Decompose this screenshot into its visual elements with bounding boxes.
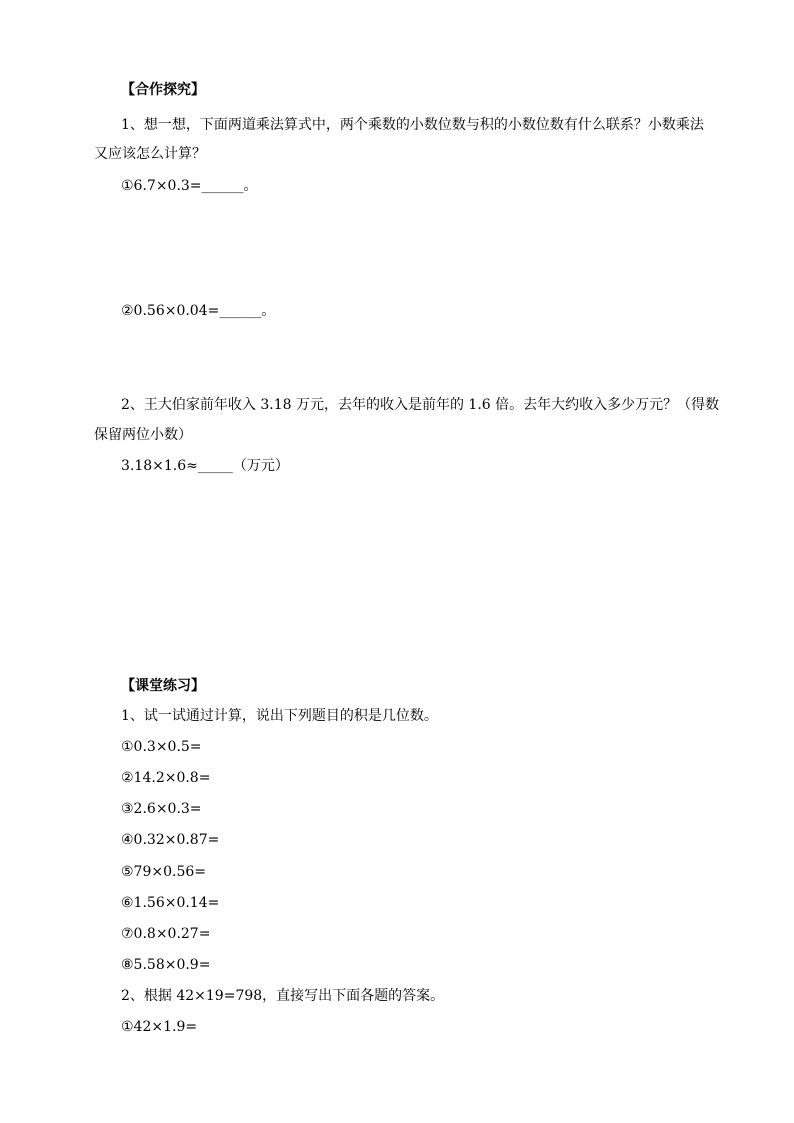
question-1-text-line-2: 又应该怎么计算？ [94,146,206,162]
practice-item: ⑥1.56×0.14= [121,895,220,911]
practice-item: ⑦0.8×0.27= [121,926,211,942]
section-heading-classroom-practice: 【课堂练习】 [121,678,205,694]
practice-item: ④0.32×0.87= [121,832,220,848]
question-1-part-a: ①6.7×0.3=______。 [121,178,258,194]
practice-item: ⑧5.58×0.9= [121,957,211,973]
practice-question-1: 1、试一试通过计算，说出下列题目的积是几位数。 [121,708,438,724]
question-2-text-line-2: 保留两位小数） [94,427,192,443]
section-heading-cooperative-inquiry: 【合作探究】 [121,82,205,98]
practice-question-2-part-a: ①42×1.9= [121,1019,198,1035]
question-2-expression: 3.18×1.6≈_____（万元） [121,458,289,474]
question-1-part-b: ②0.56×0.04=______。 [121,303,276,319]
practice-item: ⑤79×0.56= [121,864,206,880]
practice-question-2: 2、根据 42×19=798，直接写出下面各题的答案。 [121,988,445,1004]
practice-item: ③2.6×0.3= [121,801,202,817]
practice-item: ②14.2×0.8= [121,770,211,786]
question-2-text-line-1: 2、王大伯家前年收入 3.18 万元，去年的收入是前年的 1.6 倍。去年大约收入多少万元？（得数 [121,397,720,413]
practice-item: ①0.3×0.5= [121,739,202,755]
question-1-text-line-1: 1、想一想，下面两道乘法算式中，两个乘数的小数位数与积的小数位数有什么联系？小数乘法 [121,117,704,133]
